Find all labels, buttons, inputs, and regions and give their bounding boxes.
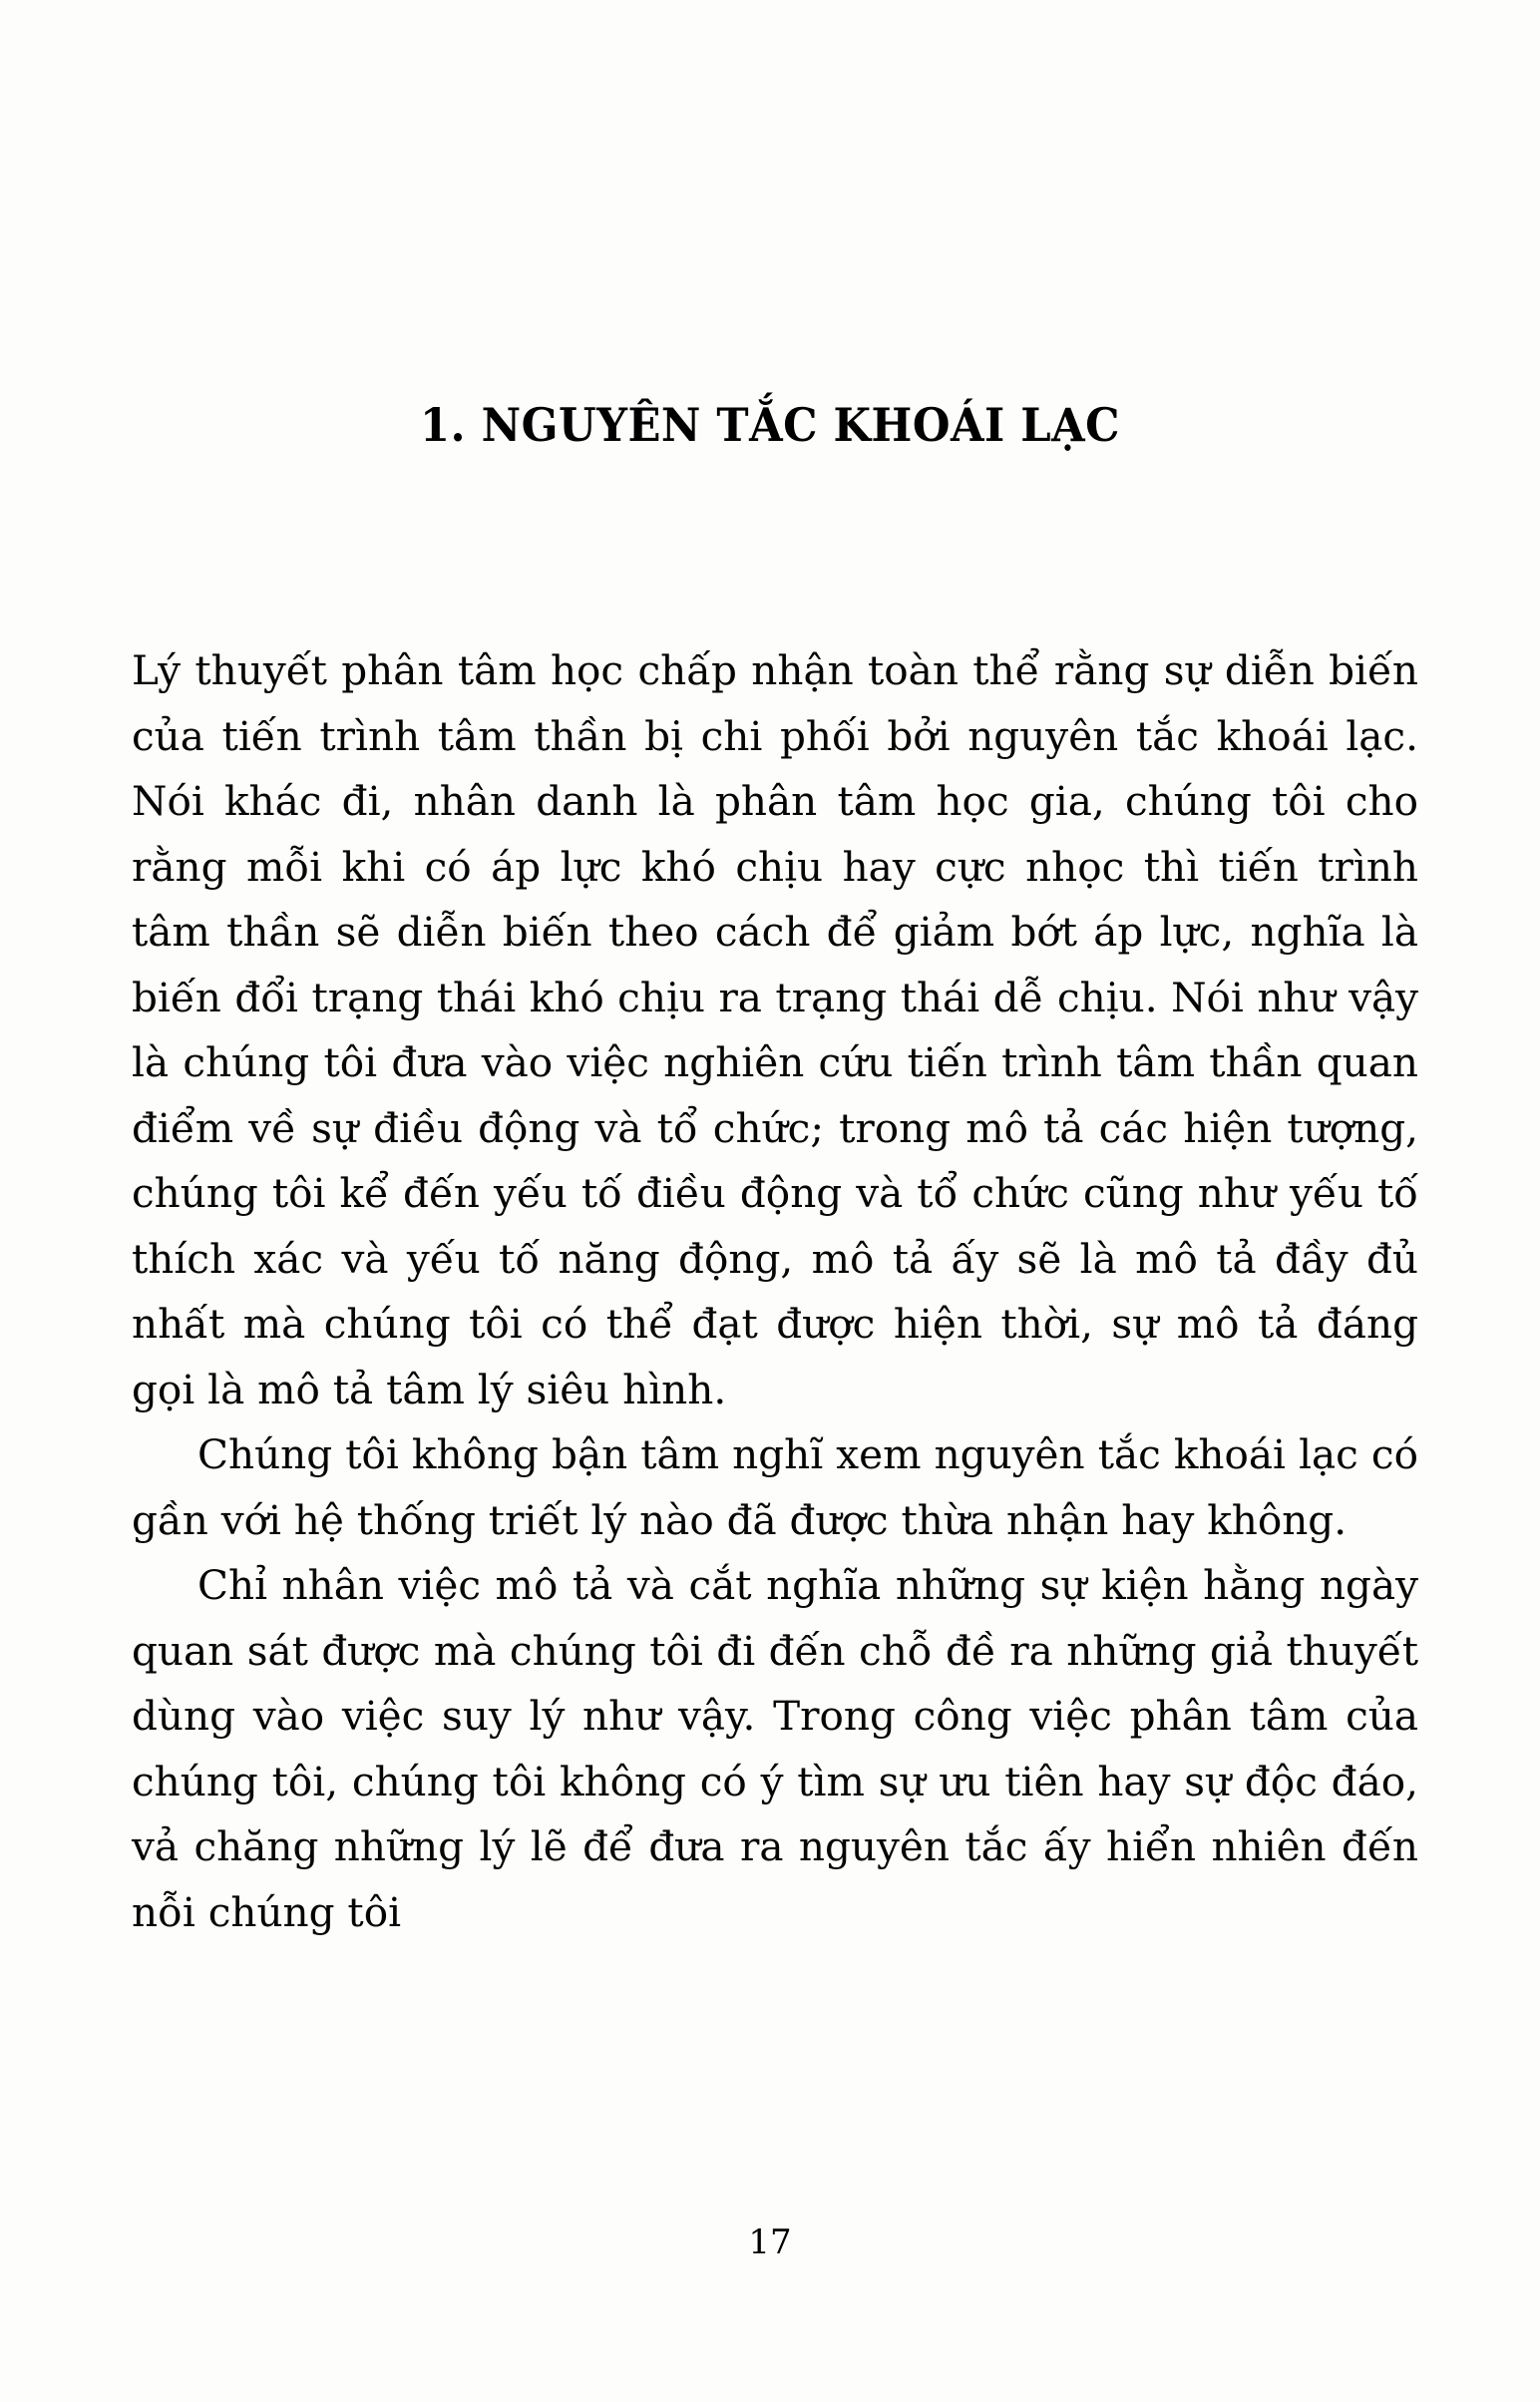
page-number: 17	[748, 2222, 792, 2262]
paragraph: Lý thuyết phân tâm học chấp nhận toàn thể rằng sự diễn biến của tiến trình tâm thần bị chi phối bởi nguyên tắc khoái lạc. Nói khác đi, nhân danh là phân tâm học gia, chúng tôi cho rằng mỗi khi có áp lực khó chịu hay cực nhọc thì tiến trình tâm thần sẽ diễn biến theo cách để giảm bớt áp lực, nghĩa là biến đổi trạng thái khó chịu ra trạng thái dễ chịu. Nói như vậy là chúng tôi đưa vào việc nghiên cứu tiến trình tâm thần quan điểm về sự điều động và tổ chức; trong mô tả các hiện tượng, chúng tôi kể đến yếu tố điều động và tổ chức cũng như yếu tố thích xác và yếu tố năng động, mô tả ấy sẽ là mô tả đầy đủ nhất mà chúng tôi có thể đạt được hiện thời, sự mô tả đáng gọi là mô tả tâm lý siêu hình.	[132, 646, 1418, 1413]
paragraph: Chỉ nhân việc mô tả và cắt nghĩa những sự kiện hằng ngày quan sát được mà chúng tôi đi đến chỗ đề ra những giả thuyết dùng vào việc suy lý như vậy. Trong công việc phân tâm của chúng tôi, chúng tôi không có ý tìm sự ưu tiên hay sự độc đáo, vả chăng những lý lẽ để đưa ra nguyên tắc ấy hiển nhiên đến nỗi chúng tôi	[132, 1561, 1418, 1936]
body-text	[132, 638, 1418, 1945]
paragraph: Chúng tôi không bận tâm nghĩ xem nguyên tắc khoái lạc có gần với hệ thống triết lý nào đã được thừa nhận hay không.	[132, 1430, 1418, 1544]
page-title: 1. NGUYÊN TẮC KHOÁI LẠC	[419, 397, 1121, 452]
